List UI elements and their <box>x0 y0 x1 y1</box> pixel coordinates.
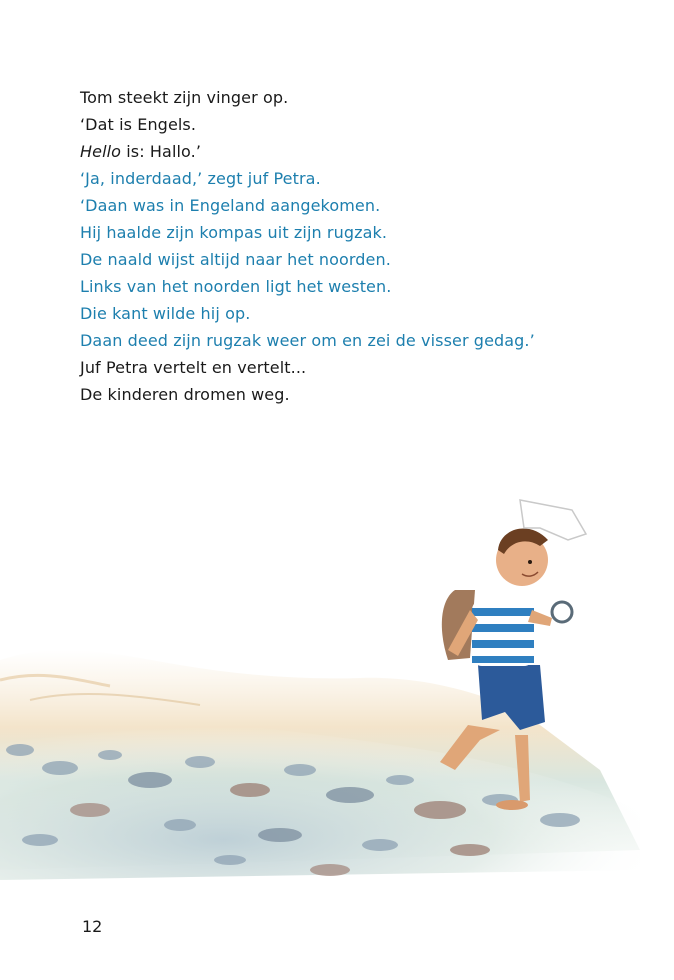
story-line-6: Hij haalde zijn kompas uit zijn rugzak. <box>80 223 388 242</box>
story-line-8: Links van het noorden ligt het westen. <box>80 277 392 296</box>
story-line-12: De kinderen dromen weg. <box>80 385 290 404</box>
grass-wash <box>0 650 640 880</box>
story-line-5: ‘Daan was in Engeland aangekomen. <box>80 196 381 215</box>
story-line-2: ‘Dat is Engels. <box>80 115 197 134</box>
story-line-1: Tom steekt zijn vinger op. <box>80 88 289 107</box>
story-line-11: Juf Petra vertelt en vertelt... <box>80 358 307 377</box>
story-line-7: De naald wijst altijd naar het noorden. <box>80 250 391 269</box>
story-text <box>80 84 600 408</box>
page-number: 12 <box>82 917 103 936</box>
watercolor-illustration <box>0 450 674 920</box>
story-line-3-rest: is: Hallo.’ <box>121 142 202 161</box>
story-line-9: Die kant wilde hij op. <box>80 304 251 323</box>
story-line-10: Daan deed zijn rugzak weer om en zei de visser gedag.’ <box>80 331 535 350</box>
story-line-3-italic: Hello <box>80 142 122 161</box>
story-line-3 <box>80 138 600 165</box>
story-line-4: ‘Ja, inderdaad,’ zegt juf Petra. <box>80 169 321 188</box>
